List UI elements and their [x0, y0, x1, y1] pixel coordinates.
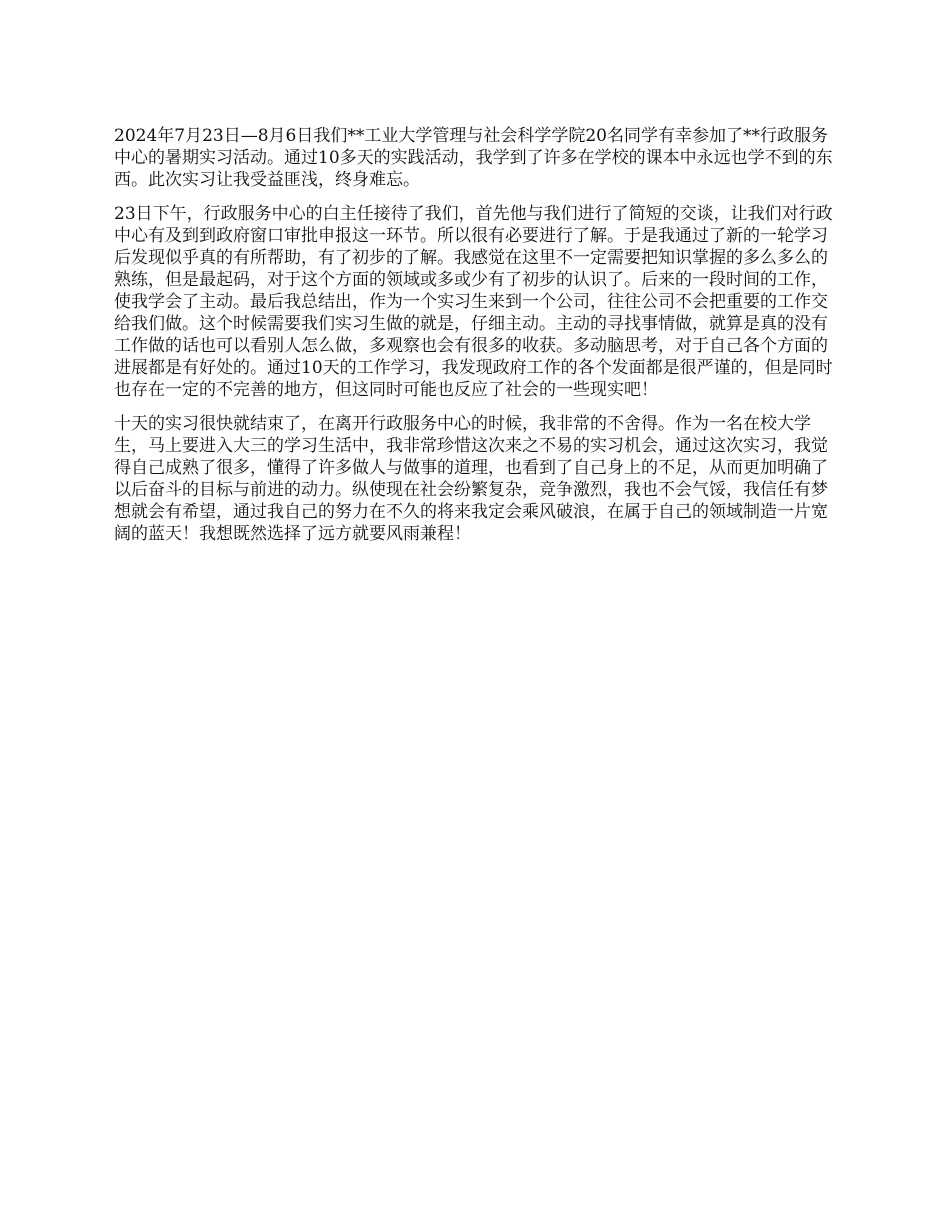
paragraph-intro: 2024年7月23日—8月6日我们**工业大学管理与社会科学学院20名同学有幸参加了**行政服务中心的暑期实习活动。通过10多天的实践活动，我学到了许多在学校的课本中永远也学不到的东西。此次实习让我受益匪浅，终身难忘。: [114, 126, 833, 190]
paragraph-conclusion: 十天的实习很快就结束了，在离开行政服务中心的时候，我非常的不舍得。作为一名在校大学生，马上要进入大三的学习生活中，我非常珍惜这次来之不易的实习机会，通过这次实习，我觉得自己成熟了很多，懂得了许多做人与做事的道理，也看到了自己身上的不足，从而更加明确了以后奋斗的目标与前进的动力。纵使现在社会纷繁复杂，竞争激烈，我也不会气馁，我信任有梦想就会有希望，通过我自己的努力在不久的将来我定会乘风破浪，在属于自己的领域制造一片宽阔的蓝天！我想既然选择了远方就要风雨兼程！: [114, 414, 828, 544]
document-body: [114, 125, 838, 557]
paragraph-internship-details: 23日下午，行政服务中心的白主任接待了我们，首先他与我们进行了简短的交谈，让我们对行政中心有及到到政府窗口审批申报这一环节。所以很有必要进行了解。于是我通过了新的一轮学习后发现似乎真的有所帮助，有了初步的了解。我感觉在这里不一定需要把知识掌握的多么多么的熟练，但是最起码，对于这个方面的领域或多或少有了初步的认识了。后来的一段时间的工作，使我学会了主动。最后我总结出，作为一个实习生来到一个公司，往往公司不会把重要的工作交给我们做。这个时候需要我们实习生做的就是，仔细主动。主动的寻找事情做，就算是真的没有工作做的话也可以看别人怎么做，多观察也会有很多的收获。多动脑思考，对于自己各个方面的进展都是有好处的。通过10天的工作学习，我发现政府工作的各个发面都是很严谨的，但是同时也存在一定的不完善的地方，但这同时可能也反应了社会的一些现实吧！: [114, 204, 833, 400]
